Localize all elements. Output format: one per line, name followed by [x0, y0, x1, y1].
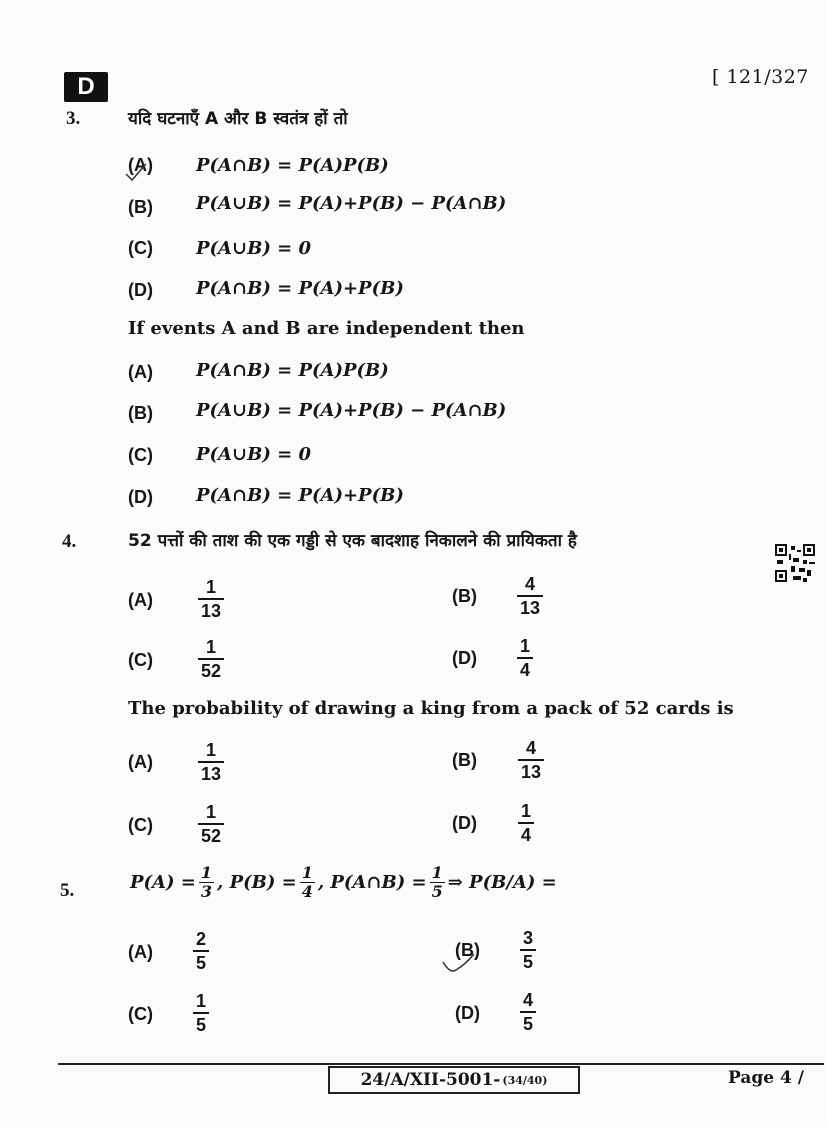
q4-hi-opt-c-fraction [198, 638, 224, 680]
denominator: 5 [193, 1012, 209, 1034]
q3-english-text: If events A and B are independent then [128, 318, 525, 339]
numerator: 1 [206, 637, 217, 657]
q4-en-opt-c-label: (C) [128, 815, 153, 835]
q5-pb-fraction [300, 865, 315, 900]
answer-tick-mark [122, 160, 162, 182]
numerator: 1 [520, 636, 531, 656]
denominator: 4 [301, 882, 313, 901]
denominator: 4 [517, 657, 533, 679]
q5-answer-tick [440, 950, 480, 976]
top-code: [ 121/327 [712, 66, 809, 88]
q4-hi-opt-b-fraction [517, 575, 543, 617]
denominator: 4 [518, 822, 534, 844]
denominator: 5 [431, 882, 443, 901]
q4-en-opt-a-label: (A) [128, 752, 153, 772]
page-number: Page 4 / [728, 1068, 804, 1088]
denominator: 5 [520, 1011, 536, 1033]
numerator: 4 [526, 738, 537, 758]
q4-number: 4. [62, 531, 77, 552]
q3-hi-opt-b-label: (B) [128, 197, 153, 217]
numerator: 4 [523, 990, 534, 1010]
q4-en-opt-b-label: (B) [452, 750, 477, 770]
q3-hi-opt-b-text: P(A∪B) = P(A)+P(B) − P(A∩B) [196, 193, 507, 214]
numerator: 1 [431, 863, 443, 882]
q5-pab-fraction [430, 865, 445, 900]
numerator: 1 [206, 740, 217, 760]
q5-opt-b-fraction [520, 929, 536, 971]
q3-en-opt-d-label: (D) [128, 487, 153, 507]
denominator: 13 [198, 761, 224, 783]
q3-en-opt-a-text: P(A∩B) = P(A)P(B) [196, 360, 389, 381]
q3-hi-opt-d-text: P(A∩B) = P(A)+P(B) [196, 278, 404, 299]
numerator: 1 [301, 863, 313, 882]
paper-code-box [328, 1066, 580, 1094]
q4-hindi-text: 52 पत्तों की ताश की एक गड्डी से एक बादशाह निकालने की प्रायिकता है [128, 531, 577, 551]
q4-hi-opt-d-fraction [517, 637, 533, 679]
denominator: 52 [198, 823, 224, 845]
denominator: 5 [193, 950, 209, 972]
numerator: 3 [523, 928, 534, 948]
denominator: 13 [518, 759, 544, 781]
qr-code [775, 544, 815, 582]
numerator: 1 [196, 991, 207, 1011]
q5-opt-a-fraction [193, 930, 209, 972]
denominator: 52 [198, 658, 224, 680]
q4-english-text: The probability of drawing a king from a pack of 52 cards is [128, 698, 734, 719]
q4-en-opt-d-label: (D) [452, 813, 477, 833]
q5-pa-fraction [199, 865, 214, 900]
q3-en-opt-d-text: P(A∩B) = P(A)+P(B) [196, 485, 404, 506]
q3-hi-opt-a-label: (A) [128, 155, 153, 175]
q3-hi-opt-a-text: P(A∩B) = P(A)P(B) [196, 155, 389, 176]
q4-en-opt-b-fraction [518, 739, 544, 781]
q3-hi-opt-c-label: (C) [128, 238, 153, 258]
q4-hi-opt-c-label: (C) [128, 650, 153, 670]
q5-expression [130, 865, 557, 900]
q4-en-opt-c-fraction [198, 803, 224, 845]
numerator: 1 [200, 863, 213, 882]
q3-hi-opt-c-text: P(A∪B) = 0 [196, 238, 311, 259]
q4-hi-opt-b-label: (B) [452, 586, 477, 606]
denominator: 3 [200, 882, 213, 901]
q3-number: 3. [66, 108, 81, 129]
q4-hi-opt-a-label: (A) [128, 590, 153, 610]
denominator: 13 [198, 598, 224, 620]
q4-en-opt-a-fraction [198, 741, 224, 783]
paper-code: 24/A/XII-5001- [360, 1070, 501, 1090]
q5-opt-d-fraction [520, 991, 536, 1033]
numerator: 2 [196, 929, 207, 949]
numerator: 1 [521, 801, 532, 821]
q5-pa-label: P(A) = [130, 872, 196, 893]
q5-opt-d-label: (D) [455, 1003, 480, 1023]
sheet-count: (34/40) [502, 1073, 548, 1087]
q3-en-opt-b-text: P(A∪B) = P(A)+P(B) − P(A∩B) [196, 400, 507, 421]
numerator: 4 [525, 574, 536, 594]
q3-en-opt-c-text: P(A∪B) = 0 [196, 444, 311, 465]
q4-hi-opt-a-fraction [198, 578, 224, 620]
q5-pb-label: , P(B) = [217, 872, 297, 893]
numerator: 1 [206, 802, 217, 822]
q5-number: 5. [60, 880, 75, 901]
q5-opt-a-label: (A) [128, 942, 153, 962]
footer-rule [58, 1063, 824, 1065]
q3-hi-opt-d-label: (D) [128, 280, 153, 300]
denominator: 13 [517, 595, 543, 617]
q4-hi-opt-d-label: (D) [452, 648, 477, 668]
q5-tail: ⇒ P(B/A) = [447, 872, 557, 893]
q5-opt-c-fraction [193, 992, 209, 1034]
q5-opt-b-label: (B) [455, 940, 480, 960]
denominator: 5 [520, 949, 536, 971]
q4-en-opt-d-fraction [518, 802, 534, 844]
series-badge: D [64, 72, 108, 102]
q3-en-opt-c-label: (C) [128, 445, 153, 465]
q5-pab-label: , P(A∩B) = [317, 872, 427, 893]
q3-en-opt-a-label: (A) [128, 362, 153, 382]
q5-opt-c-label: (C) [128, 1004, 153, 1024]
q3-en-opt-b-label: (B) [128, 403, 153, 423]
q3-hindi-text: यदि घटनाएँ A और B स्वतंत्र हों तो [128, 109, 348, 129]
numerator: 1 [206, 577, 217, 597]
